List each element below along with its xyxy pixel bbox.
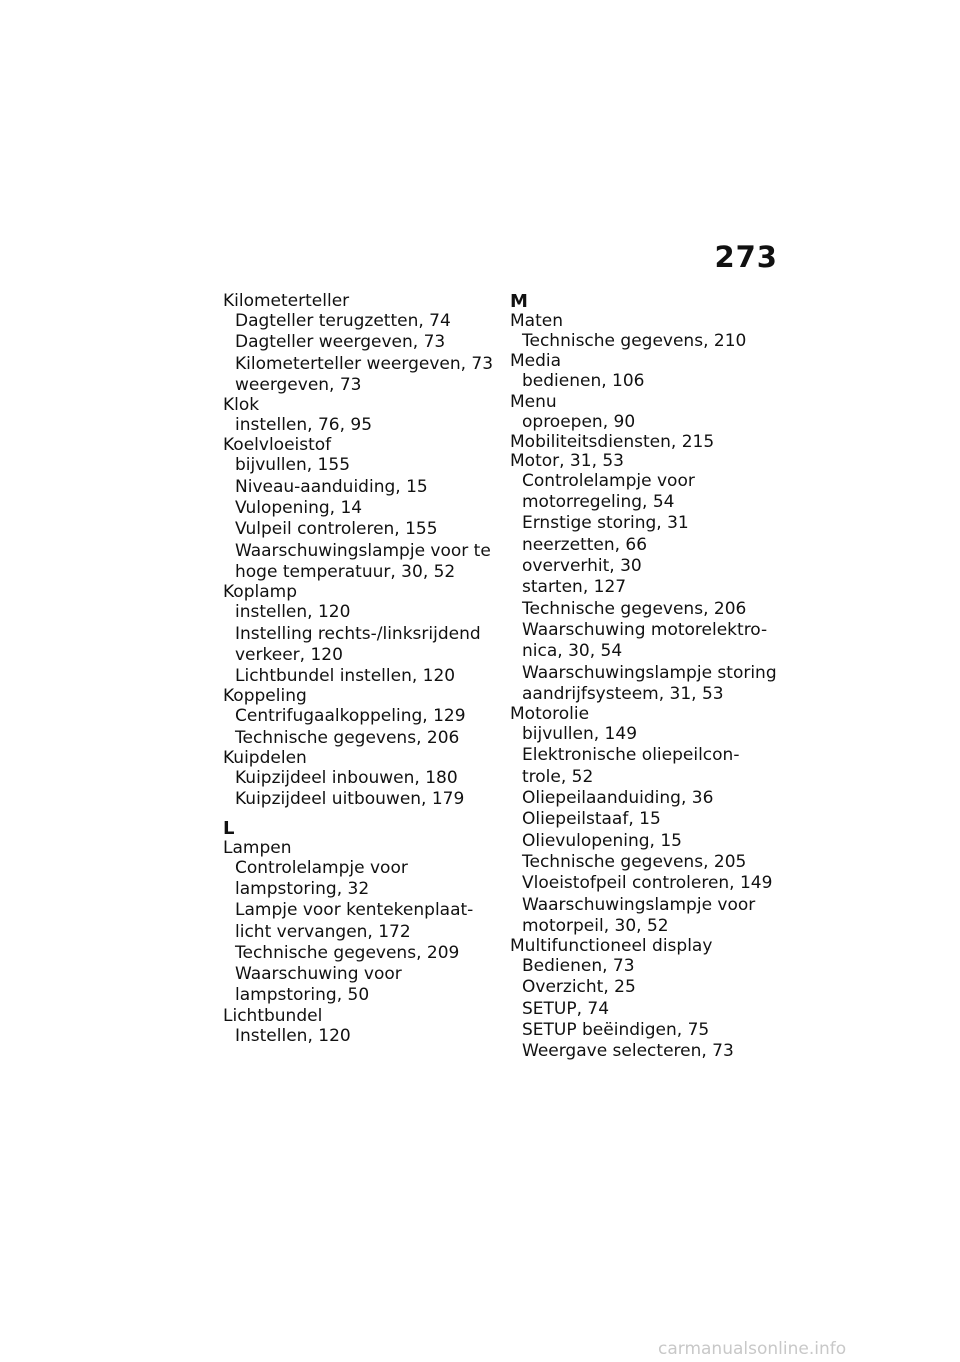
index-sub-entry: Weergave selecteren, 73 (522, 1041, 734, 1062)
index-sub-entry: Centrifugaalkoppeling, 129 (235, 706, 466, 727)
index-sub-entry: Ernstige storing, 31 (522, 513, 689, 534)
index-sub-entry: motorregeling, 54 (522, 492, 675, 513)
index-sub-entry: Technische gegevens, 205 (522, 851, 747, 872)
index-sub-entry: nica, 30, 54 (522, 641, 623, 662)
index-main-entry: Mobiliteitsdiensten, 215 (510, 431, 715, 452)
index-sub-entry: verkeer, 120 (235, 644, 343, 665)
index-sub-entry: Olievulopening, 15 (522, 830, 682, 851)
watermark-text: carmanualsonline.info (658, 1339, 847, 1359)
index-sub-entry: hoge temperatuur, 30, 52 (235, 561, 456, 582)
index-sub-entry: Technische gegevens, 206 (235, 727, 460, 748)
index-main-entry: Media (510, 351, 562, 372)
index-sub-entry: Dagteller terugzetten, 74 (235, 311, 451, 331)
index-column-right (510, 292, 800, 1063)
index-column-left (223, 292, 513, 1047)
index-main-entry: Motorolie (510, 704, 590, 725)
index-sub-entry: Oliepeilstaaf, 15 (522, 809, 661, 830)
index-sub-entry: trole, 52 (522, 766, 594, 787)
page-number: 273 (714, 240, 778, 274)
index-sub-entry: Instelling rechts-/linksrijdend (235, 623, 481, 644)
index-main-entry: Lampen (223, 837, 292, 858)
index-sub-entry: Bedienen, 73 (522, 956, 635, 977)
index-sub-entry: neerzetten, 66 (522, 534, 648, 555)
index-sub-entry: instellen, 76, 95 (235, 415, 373, 436)
index-sub-entry: instellen, 120 (235, 602, 351, 623)
index-sub-entry: Kuipzijdeel inbouwen, 180 (235, 768, 458, 789)
index-sub-entry: Waarschuwing motorelektro- (522, 619, 768, 640)
index-sub-entry: motorpeil, 30, 52 (522, 915, 669, 936)
index-sub-entry: SETUP beëindigen, 75 (522, 1020, 710, 1041)
index-main-entry: Koppeling (223, 686, 307, 707)
index-main-entry: Kilometerteller (223, 291, 350, 311)
index-sub-entry: Lampje voor kentekenplaat- (235, 900, 474, 921)
index-sub-entry: Oliepeilaanduiding, 36 (522, 788, 714, 809)
index-sub-entry: oververhit, 30 (522, 556, 642, 577)
index-sub-entry: Controlelampje voor (235, 857, 408, 878)
index-main-entry: Motor, 31, 53 (510, 450, 625, 471)
index-sub-entry: Waarschuwingslampje voor (522, 894, 756, 915)
index-main-entry: Klok (223, 395, 260, 416)
index-main-entry: Maten (510, 311, 563, 331)
index-sub-entry: Waarschuwingslampje storing (522, 662, 777, 683)
index-sub-entry: Elektronische oliepeilcon- (522, 745, 740, 766)
index-sub-entry: lampstoring, 32 (235, 878, 370, 899)
index-main-entry: Lichtbundel (223, 1005, 323, 1026)
index-letter-heading: M (510, 291, 528, 312)
index-sub-entry: starten, 127 (522, 577, 627, 598)
index-sub-entry: Vulopening, 14 (235, 498, 363, 519)
index-sub-entry: aandrijfsysteem, 31, 53 (522, 683, 724, 704)
index-main-entry: Menu (510, 391, 557, 412)
index-sub-entry: SETUP, 74 (522, 998, 610, 1019)
index-sub-entry: Dagteller weergeven, 73 (235, 332, 446, 353)
index-letter-heading: L (223, 817, 235, 839)
index-sub-entry: Instellen, 120 (235, 1025, 351, 1046)
index-sub-entry: lampstoring, 50 (235, 985, 370, 1006)
index-sub-entry: Kilometerteller weergeven, 73 (235, 353, 494, 374)
index-sub-entry: weergeven, 73 (235, 374, 362, 395)
index-sub-entry: Niveau-aanduiding, 15 (235, 476, 428, 497)
index-sub-entry: bijvullen, 149 (522, 724, 638, 745)
index-sub-entry: oproepen, 90 (522, 411, 636, 432)
index-sub-entry: Lichtbundel instellen, 120 (235, 666, 456, 687)
index-sub-entry: licht vervangen, 172 (235, 921, 411, 942)
index-sub-entry: Technische gegevens, 210 (522, 331, 747, 351)
index-sub-entry: Waarschuwing voor (235, 964, 402, 985)
index-sub-entry: Overzicht, 25 (522, 977, 636, 998)
index-sub-entry: Technische gegevens, 206 (522, 598, 747, 619)
index-sub-entry: Kuipzijdeel uitbouwen, 179 (235, 789, 465, 810)
index-sub-entry: Controlelampje voor (522, 470, 695, 491)
index-main-entry: Kuipdelen (223, 748, 307, 769)
index-sub-entry: bedienen, 106 (522, 371, 645, 392)
index-sub-entry: Vulpeil controleren, 155 (235, 519, 438, 540)
index-sub-entry: Waarschuwingslampje voor te (235, 540, 491, 561)
index-main-entry: Koplamp (223, 582, 297, 603)
index-sub-entry: Vloeistofpeil controleren, 149 (522, 873, 773, 894)
index-main-entry: Multifunctioneel display (510, 936, 713, 957)
index-sub-entry: Technische gegevens, 209 (235, 942, 460, 963)
index-sub-entry: bijvullen, 155 (235, 455, 351, 476)
index-main-entry: Koelvloeistof (223, 435, 332, 456)
